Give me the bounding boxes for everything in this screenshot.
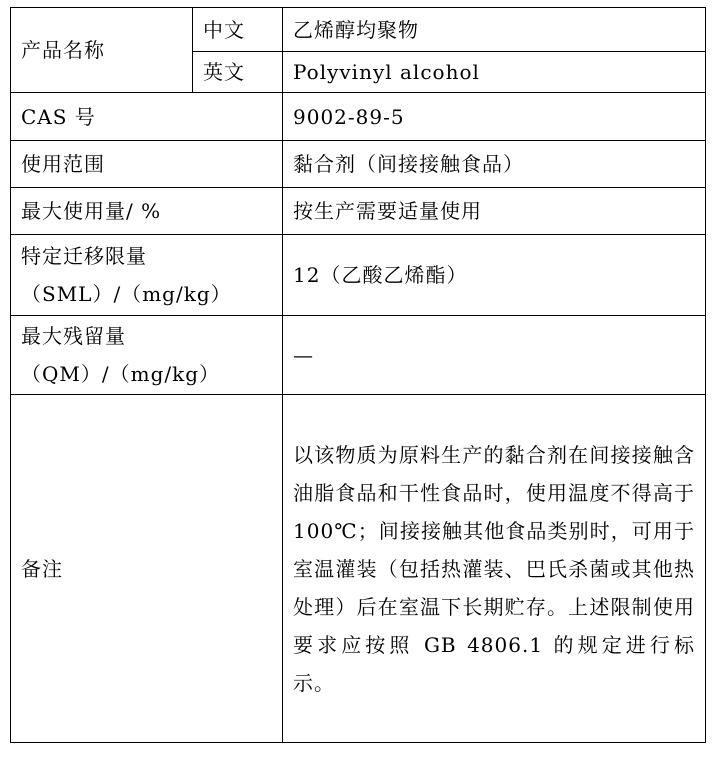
remarks-value: 以该物质为原料生产的黏合剂在间接接触含油脂食品和干性食品时，使用温度不得高于 100℃；间接接触其他食品类别时，可用于室温灌装（包括热灌装、巴氏杀菌或其他热处理）后在室温下长期贮存。上述限制使用要求应按照 GB 4806.1 的规定进行标示。: [283, 395, 706, 743]
qm-label-line2: （QM）/（mg/kg）: [21, 362, 221, 386]
substance-spec-table: [10, 7, 706, 743]
qm-label-line1: 最大残留量: [21, 324, 126, 348]
sml-label: [11, 235, 283, 316]
english-name-value: Polyvinyl alcohol: [283, 52, 706, 93]
sml-value: 12（乙酸乙烯酯）: [283, 235, 706, 316]
table-row: [11, 188, 706, 235]
table-row: [11, 93, 706, 141]
sml-label-line2: （SML）/（mg/kg）: [21, 282, 232, 306]
scope-value: 黏合剂（间接接触食品）: [283, 141, 706, 188]
english-label: 英文: [193, 52, 283, 93]
product-name-label: 产品名称: [11, 8, 193, 93]
qm-value: —: [283, 316, 706, 395]
table-row: [11, 141, 706, 188]
max-usage-label: 最大使用量/ %: [11, 188, 283, 235]
table-row: [11, 316, 706, 395]
max-usage-value: 按生产需要适量使用: [283, 188, 706, 235]
cas-value: 9002-89-5: [283, 93, 706, 141]
table-row: [11, 8, 706, 52]
remarks-label: 备注: [11, 395, 283, 743]
chinese-name-value: 乙烯醇均聚物: [283, 8, 706, 52]
qm-label: [11, 316, 283, 395]
table-row: [11, 395, 706, 743]
table-row: [11, 235, 706, 316]
scope-label: 使用范围: [11, 141, 283, 188]
chinese-label: 中文: [193, 8, 283, 52]
cas-label: CAS 号: [11, 93, 283, 141]
sml-label-line1: 特定迁移限量: [21, 244, 147, 268]
